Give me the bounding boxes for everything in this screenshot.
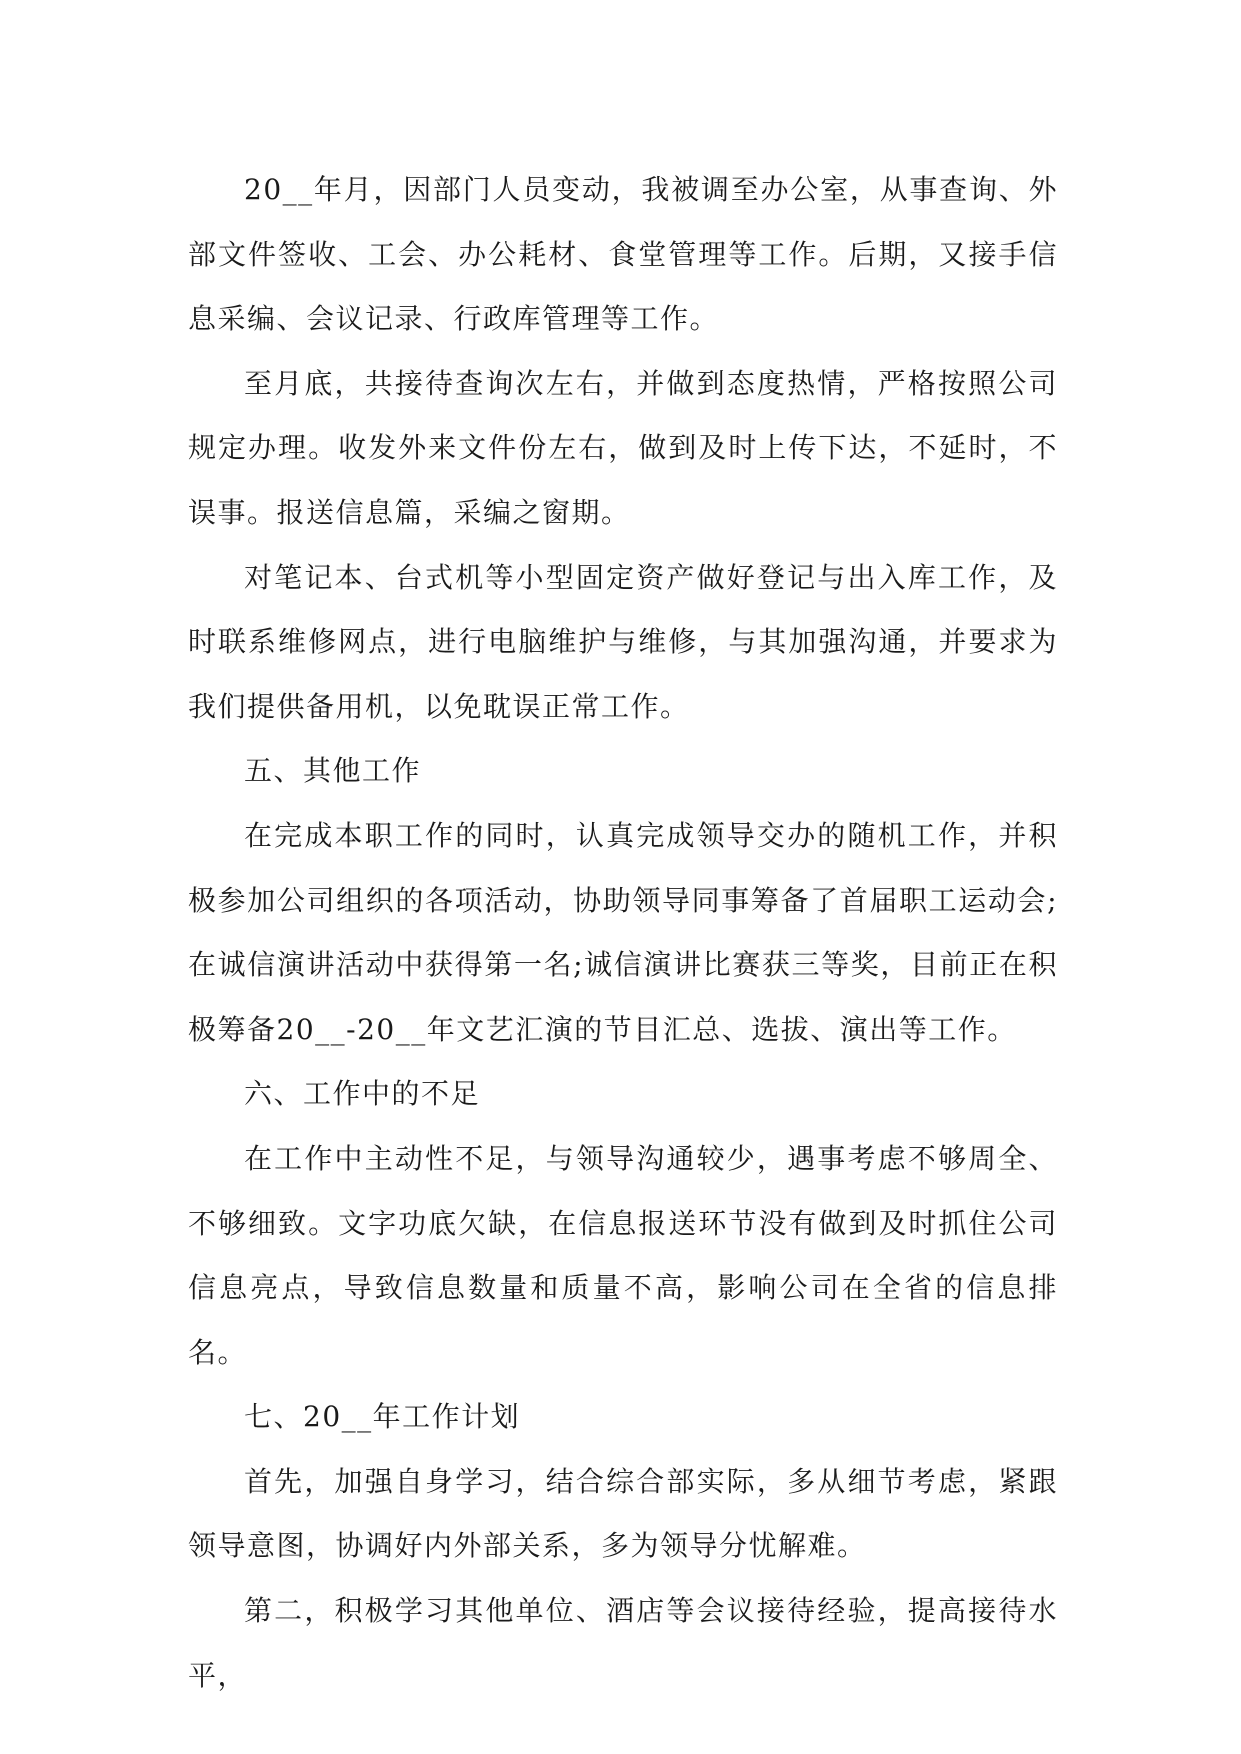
paragraph-office-transfer: 20__年月，因部门人员变动，我被调至办公室，从事查询、外部文件签收、工会、办公耗材、食堂管理等工作。后期，又接手信息采编、会议记录、行政库管理等工作。: [188, 173, 1058, 336]
document-body: [188, 158, 1058, 1708]
paragraph-other-work: 在完成本职工作的同时，认真完成领导交办的随机工作，并积极参加公司组织的各项活动，协助领导同事筹备了首届职工运动会;在诚信演讲活动中获得第一名;诚信演讲比赛获三等奖，目前正在积极筹备20__-20__年文艺汇演的节目汇总、选拔、演出等工作。: [188, 818, 1058, 1046]
paragraph-asset-management: 对笔记本、台式机等小型固定资产做好登记与出入库工作，及时联系维修网点，进行电脑维护与维修，与其加强沟通，并要求为我们提供备用机，以免耽误正常工作。: [188, 560, 1058, 723]
heading-shortcomings: 六、工作中的不足: [244, 1077, 481, 1111]
heading-work-plan: 七、20__年工作计划: [244, 1400, 521, 1434]
paragraph-shortcomings: 在工作中主动性不足，与领导沟通较少，遇事考虑不够周全、不够细致。文字功底欠缺，在信息报送环节没有做到及时抓住公司信息亮点，导致信息数量和质量不高，影响公司在全省的信息排名。: [188, 1141, 1058, 1369]
heading-other-work: 五、其他工作: [244, 754, 422, 788]
paragraph-plan-first: 首先，加强自身学习，结合综合部实际，多从细节考虑，紧跟领导意图，协调好内外部关系，多为领导分忧解难。: [188, 1464, 1058, 1563]
paragraph-plan-second: 第二，积极学习其他单位、酒店等会议接待经验，提高接待水平，: [188, 1594, 1058, 1692]
paragraph-reception-stats: 至月底，共接待查询次左右，并做到态度热情，严格按照公司规定办理。收发外来文件份左右，做到及时上传下达，不延时，不误事。报送信息篇，采编之窗期。: [188, 366, 1058, 529]
